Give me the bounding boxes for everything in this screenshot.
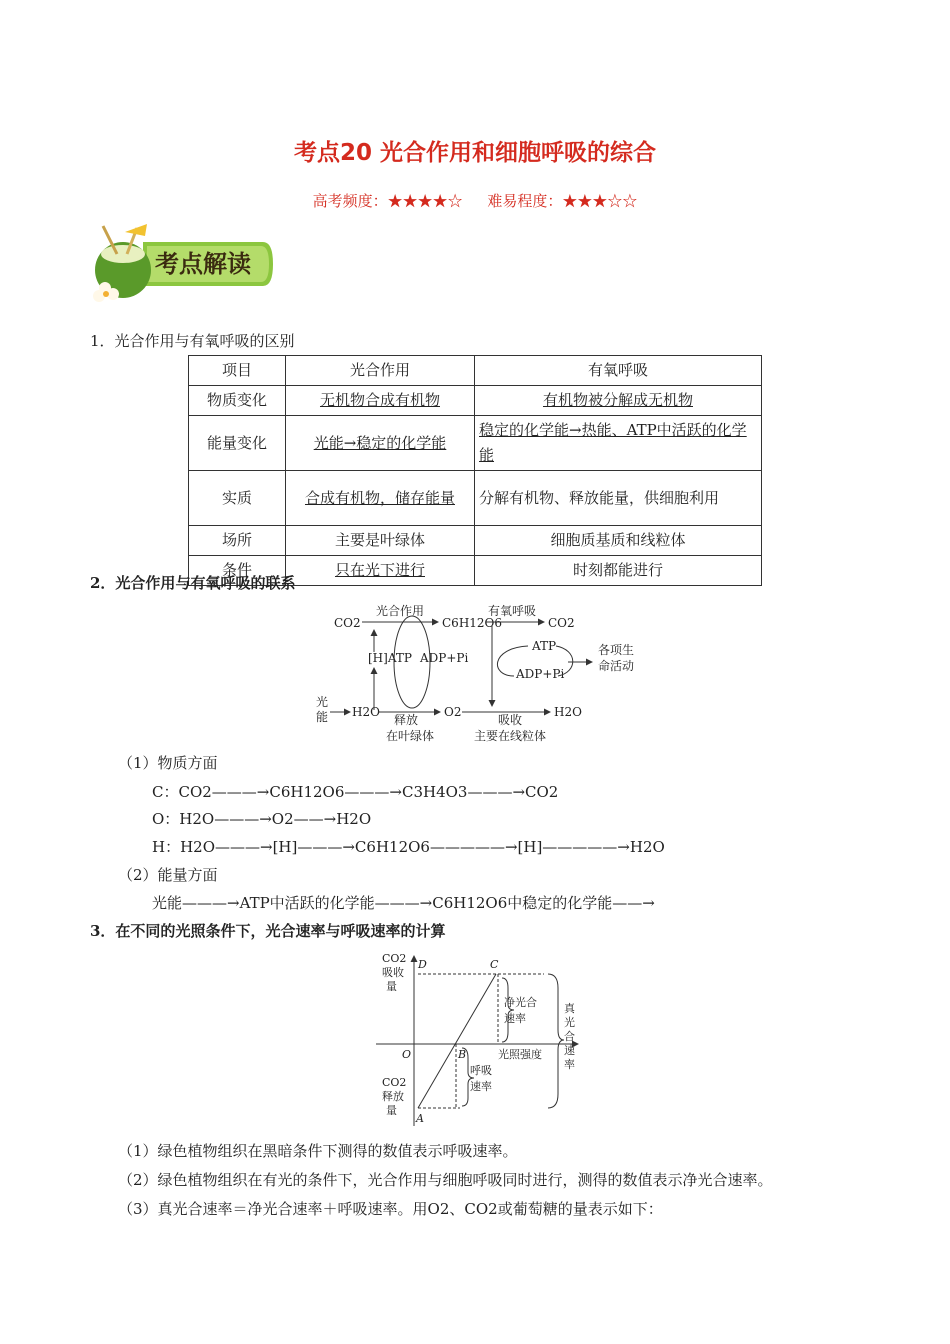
graph-true-1: 真 xyxy=(564,1002,575,1015)
table-cell: 条件 xyxy=(189,556,286,586)
section2-heading: 2．光合作用与有氧呼吸的联系 xyxy=(90,574,296,592)
table-header-row xyxy=(189,356,762,386)
diagram-adp-pi-left: ADP+Pi xyxy=(420,651,469,665)
diagram-h2o-right: H2O xyxy=(554,705,582,719)
table-row xyxy=(189,386,762,416)
section1-heading: 1．光合作用与有氧呼吸的区别 xyxy=(90,332,295,350)
energy-path: 光能———→ATP中活跃的化学能———→C6H12O6中稳定的化学能——→ xyxy=(152,894,655,912)
graph-label-o: O xyxy=(402,1048,412,1061)
diagram-o2: O2 xyxy=(444,705,462,719)
graph-resp-1: 呼吸 xyxy=(470,1064,492,1077)
graph-y-bot-2: 释放 xyxy=(382,1090,404,1103)
diagram-in-mito: 主要在线粒体 xyxy=(474,729,547,743)
diagram-h2o-left: H2O xyxy=(352,705,380,719)
graph-label-a: A xyxy=(416,1112,424,1125)
banner-text: 考点解读 xyxy=(155,249,251,278)
diagram-atp: ATP xyxy=(532,639,557,653)
diagram-release: 释放 xyxy=(394,713,419,727)
banner-graphic xyxy=(85,222,275,304)
difficulty-rating: 难易程度：★★★☆☆ xyxy=(487,192,638,210)
rate-note-2: （2）绿色植物组织在有光的条件下，光合作用与细胞呼吸同时进行，测得的数值表示净光合速率。 xyxy=(118,1171,773,1189)
graph-resp-2: 速率 xyxy=(470,1080,492,1093)
linkage-diagram xyxy=(310,600,650,748)
graph-true-4: 速 xyxy=(564,1044,575,1057)
graph-y-bot-1: CO2 xyxy=(382,1076,407,1089)
sub-material: （1）物质方面 xyxy=(118,754,218,772)
graph-net-1: 净光合 xyxy=(504,996,537,1009)
diagram-adp-pi-right: ADP+Pi xyxy=(516,667,565,681)
carbon-path: C：CO2———→C6H12O6———→C3H4O3———→CO2 xyxy=(152,783,559,801)
diagram-glucose: C6H12O6 xyxy=(442,616,503,630)
graph-label-b: B xyxy=(458,1048,467,1061)
diagram-absorb: 吸收 xyxy=(498,713,523,727)
table-cell: 只在光下进行 xyxy=(286,556,475,586)
table-header-cell: 光合作用 xyxy=(286,356,475,386)
table-row xyxy=(189,471,762,526)
table-header-cell: 有氧呼吸 xyxy=(475,356,762,386)
table-cell: 场所 xyxy=(189,526,286,556)
graph-label-c: C xyxy=(490,958,499,971)
frequency-rating: 高考频度：★★★★☆ xyxy=(312,192,463,210)
graph-x-label: 光照强度 xyxy=(498,1048,542,1061)
diagram-activities-2: 命活动 xyxy=(598,659,635,673)
graph-true-3: 合 xyxy=(564,1030,575,1043)
hydrogen-path: H：H2O———→[H]———→C6H12O6—————→[H]—————→H2O xyxy=(152,838,665,856)
oxygen-path: O：H2O———→O2——→H2O xyxy=(152,810,372,828)
table-cell: 有机物被分解成无机物 xyxy=(475,386,762,416)
table-cell: 实质 xyxy=(189,471,286,526)
table-cell: 主要是叶绿体 xyxy=(286,526,475,556)
diagram-co2-left: CO2 xyxy=(334,616,361,630)
section3-heading: 3．在不同的光照条件下，光合速率与呼吸速率的计算 xyxy=(90,922,446,940)
difficulty-line xyxy=(0,190,950,211)
graph-net-2: 速率 xyxy=(504,1012,526,1025)
table-cell: 无机物合成有机物 xyxy=(286,386,475,416)
umbrella-icon xyxy=(125,224,147,236)
graph-label-d: D xyxy=(418,958,427,971)
rate-note-3: （3）真光合速率＝净光合速率＋呼吸速率。用O2、CO2或葡萄糖的量表示如下： xyxy=(118,1200,663,1218)
table-row xyxy=(189,526,762,556)
graph-true-2: 光 xyxy=(564,1016,575,1029)
graph-y-top-1: CO2 xyxy=(382,952,407,965)
diagram-co2-right: CO2 xyxy=(548,616,575,630)
diagram-activities-1: 各项生 xyxy=(598,643,635,657)
diagram-light-2: 能 xyxy=(316,710,329,724)
rate-note-1: （1）绿色植物组织在黑暗条件下测得的数值表示呼吸速率。 xyxy=(118,1142,518,1160)
table-cell: 合成有机物，储存能量 xyxy=(286,471,475,526)
table-cell: 稳定的化学能→热能、ATP中活跃的化学能 xyxy=(475,416,762,471)
graph-y-bot-3: 量 xyxy=(386,1104,397,1117)
sub-energy: （2）能量方面 xyxy=(118,866,218,884)
diagram-photosynthesis: 光合作用 xyxy=(376,604,425,618)
table-cell: 时刻都能进行 xyxy=(475,556,762,586)
rate-graph xyxy=(372,948,592,1130)
diagram-h-atp: [H]ATP xyxy=(368,651,412,665)
table-row xyxy=(189,416,762,471)
table-cell: 细胞质基质和线粒体 xyxy=(475,526,762,556)
page-title: 考点20 光合作用和细胞呼吸的综合 xyxy=(293,140,656,166)
graph-y-top-2: 吸收 xyxy=(382,966,404,979)
diagram-aerobic: 有氧呼吸 xyxy=(488,604,537,618)
table-cell: 物质变化 xyxy=(189,386,286,416)
graph-y-top-3: 量 xyxy=(386,980,397,993)
diagram-in-chloroplast: 在叶绿体 xyxy=(386,729,435,743)
comparison-table xyxy=(188,355,762,586)
table-cell: 分解有机物、释放能量，供细胞利用 xyxy=(475,471,762,526)
diagram-light-1: 光 xyxy=(316,695,329,709)
table-header-cell: 项目 xyxy=(189,356,286,386)
graph-true-5: 率 xyxy=(564,1058,575,1071)
table-cell: 光能→稳定的化学能 xyxy=(286,416,475,471)
table-cell: 能量变化 xyxy=(189,416,286,471)
